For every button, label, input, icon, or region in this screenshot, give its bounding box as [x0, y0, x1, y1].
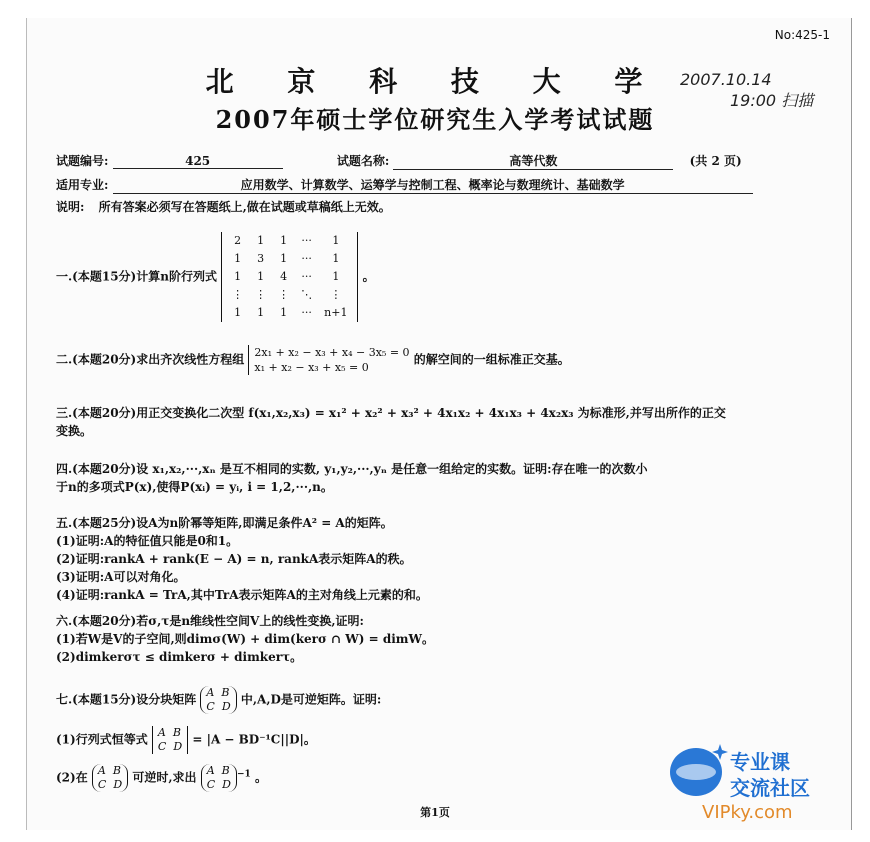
- q7-determinant: [152, 726, 188, 754]
- q2-suffix: 的解空间的一组标准正交基。: [413, 352, 570, 367]
- matrix-cell: 1: [257, 270, 265, 283]
- page-count: (共 2 页): [689, 154, 742, 168]
- matrix-cell: ⋮: [330, 288, 342, 301]
- matrix-row: [226, 250, 353, 268]
- matrix-cell: 1: [332, 270, 340, 283]
- q3-line-2: 变换。: [56, 424, 93, 438]
- q7-item2-suffix: 。: [254, 770, 267, 785]
- matrix-cell: ⋮: [278, 288, 290, 301]
- matrix-cell: ⋱: [301, 288, 313, 301]
- q6-item-2: (2)dimkerστ ≤ dimkerσ + dimkerτ。: [56, 650, 303, 664]
- matrix-row: [226, 268, 353, 286]
- note-row: [56, 198, 391, 215]
- exam-code-label: 试题编号:: [56, 154, 109, 168]
- block-entry: A: [157, 726, 166, 739]
- block-entry: B: [221, 686, 230, 699]
- matrix-cell: ···: [301, 270, 312, 283]
- matrix-cell: 1: [257, 234, 265, 247]
- block-entry: C: [97, 778, 107, 791]
- matrix-cell: n+1: [324, 306, 348, 319]
- block-entry: D: [173, 740, 183, 753]
- q4-line-2: 于n的多项式P(x),使得P(xᵢ) = yᵢ, i = 1,2,···,n。: [56, 480, 333, 494]
- matrix-row: [226, 286, 353, 304]
- block-entry: A: [206, 764, 215, 777]
- exam-title: 2007年硕士学位研究生入学考试试题: [215, 105, 655, 134]
- matrix-cell: ⋮: [255, 288, 267, 301]
- matrix-cell: 1: [234, 252, 242, 265]
- block-entry: C: [206, 778, 216, 791]
- watermark-line-1: 专业课: [730, 750, 790, 774]
- matrix-cell: 1: [280, 252, 288, 265]
- matrix-cell: 3: [257, 252, 265, 265]
- question-7-item-1: [56, 726, 316, 754]
- matrix-cell: ···: [301, 234, 312, 247]
- q5-item-1: (1)证明:A的特征值只能是0和1。: [56, 534, 239, 548]
- block-entry: A: [97, 764, 106, 777]
- q4-line-1: 四.(本题20分)设 x₁,x₂,···,xₙ 是互不相同的实数, y₁,y₂,···,yₙ 是任意一组给定的实数。证明:存在唯一的次数小: [56, 462, 648, 476]
- q3-line-1: 三.(本题20分)用正交变换化二次型 f(x₁,x₂,x₃) = x₁² + x₂² + x₃² + 4x₁x₂ + 4x₁x₃ + 4x₂x₃ 为标准形,并写出所作的正交: [56, 406, 726, 420]
- q7-block-matrix-3: [201, 764, 237, 792]
- note-text: 所有答案必须写在答题纸上,做在试题或草稿纸上无效。: [98, 200, 391, 214]
- q5-stem: 五.(本题25分)设A为n阶幂等矩阵,即满足条件A² = A的矩阵。: [56, 516, 393, 530]
- university-name: 北 京 科 技 大 学: [205, 65, 665, 98]
- major-value: 应用数学、计算数学、运筹学与控制工程、概率论与数理统计、基础数学: [113, 176, 753, 194]
- block-entry: B: [221, 764, 230, 777]
- block-entry: D: [221, 700, 231, 713]
- matrix-cell: 1: [280, 234, 288, 247]
- question-2: [56, 345, 570, 375]
- matrix-cell: 2: [234, 234, 242, 247]
- q1-suffix: 。: [362, 269, 375, 284]
- q7-item2-prefix: (2)在: [56, 770, 88, 785]
- question-1: [56, 232, 375, 322]
- exam-code-row: [56, 152, 742, 170]
- question-6: [56, 612, 434, 666]
- exam-name-label: 试题名称:: [336, 154, 390, 168]
- inverse-superscript: −1: [236, 769, 251, 780]
- matrix-cell: 1: [234, 306, 242, 319]
- serial-number: No:425-1: [774, 28, 830, 42]
- exam-code-value: 425: [113, 154, 283, 169]
- matrix-cell: 1: [234, 270, 242, 283]
- watermark-line-2: 交流社区: [730, 776, 810, 800]
- q2-prefix: 二.(本题20分)求出齐次线性方程组: [56, 352, 245, 367]
- vipky-watermark: [662, 740, 852, 830]
- question-7-item-2: [56, 764, 267, 792]
- q7-stem-suffix: 中,A,D是可逆矩阵。证明:: [240, 692, 382, 707]
- matrix-cell: 1: [257, 306, 265, 319]
- q6-item-1: (1)若W是V的子空间,则dimσ(W) + dim(kerσ ∩ W) = dimW。: [56, 632, 434, 646]
- question-7-stem: [56, 686, 381, 714]
- matrix-cell: ···: [301, 252, 312, 265]
- matrix-cell: 4: [280, 270, 288, 283]
- block-entry: D: [222, 778, 231, 791]
- block-entry: B: [172, 726, 181, 739]
- q7-block-matrix-2: [92, 764, 128, 792]
- handwritten-date: 2007.10.14: [680, 70, 772, 89]
- major-row: [56, 176, 753, 194]
- matrix-cell: ⋮: [232, 288, 244, 301]
- exam-name-value: 高等代数: [393, 152, 673, 170]
- q7-item1-suffix: = |A − BD⁻¹C||D|。: [192, 732, 316, 747]
- block-entry: B: [112, 764, 121, 777]
- q7-item2-mid: 可逆时,求出: [132, 770, 197, 785]
- q1-determinant: [221, 232, 358, 322]
- q7-item1-prefix: (1)行列式恒等式: [56, 732, 148, 747]
- block-entry: C: [157, 740, 167, 753]
- question-5: [56, 514, 428, 604]
- matrix-cell: 1: [332, 234, 340, 247]
- block-entry: D: [113, 778, 123, 791]
- q5-item-4: (4)证明:rankA = TrA,其中TrA表示矩阵A的主对角线上元素的和。: [56, 588, 428, 602]
- matrix-row: [226, 232, 353, 250]
- block-entry: C: [206, 700, 215, 713]
- watermark-url: VIPky.com: [702, 802, 793, 823]
- q1-prefix: 一.(本题15分)计算n阶行列式: [56, 269, 217, 284]
- q2-equation-1: 2x₁ + x₂ − x₃ + x₄ − 3x₅ = 0: [254, 346, 410, 359]
- block-entry: A: [206, 686, 215, 699]
- q2-equation-system: [248, 345, 409, 375]
- q7-stem-prefix: 七.(本题15分)设分块矩阵: [56, 692, 197, 707]
- q5-item-2: (2)证明:rankA + rank(E − A) = n, rankA表示矩阵A的秩。: [56, 552, 412, 566]
- question-3: [56, 404, 846, 440]
- major-label: 适用专业:: [56, 178, 109, 192]
- q6-stem: 六.(本题20分)若σ,τ是n维线性空间V上的线性变换,证明:: [56, 614, 364, 628]
- q5-item-3: (3)证明:A可以对角化。: [56, 570, 186, 584]
- q2-equation-2: x₁ + x₂ − x₃ + x₅ = 0: [254, 361, 369, 374]
- question-4: [56, 460, 846, 496]
- note-label: 说明:: [56, 200, 85, 214]
- handwritten-time: 19:00 扫描: [730, 91, 814, 110]
- matrix-cell: 1: [280, 306, 288, 319]
- matrix-row: [226, 304, 353, 322]
- matrix-cell: 1: [332, 252, 340, 265]
- page-number: 第1页: [420, 806, 450, 819]
- q7-block-matrix: [200, 686, 236, 714]
- matrix-cell: ···: [301, 306, 312, 319]
